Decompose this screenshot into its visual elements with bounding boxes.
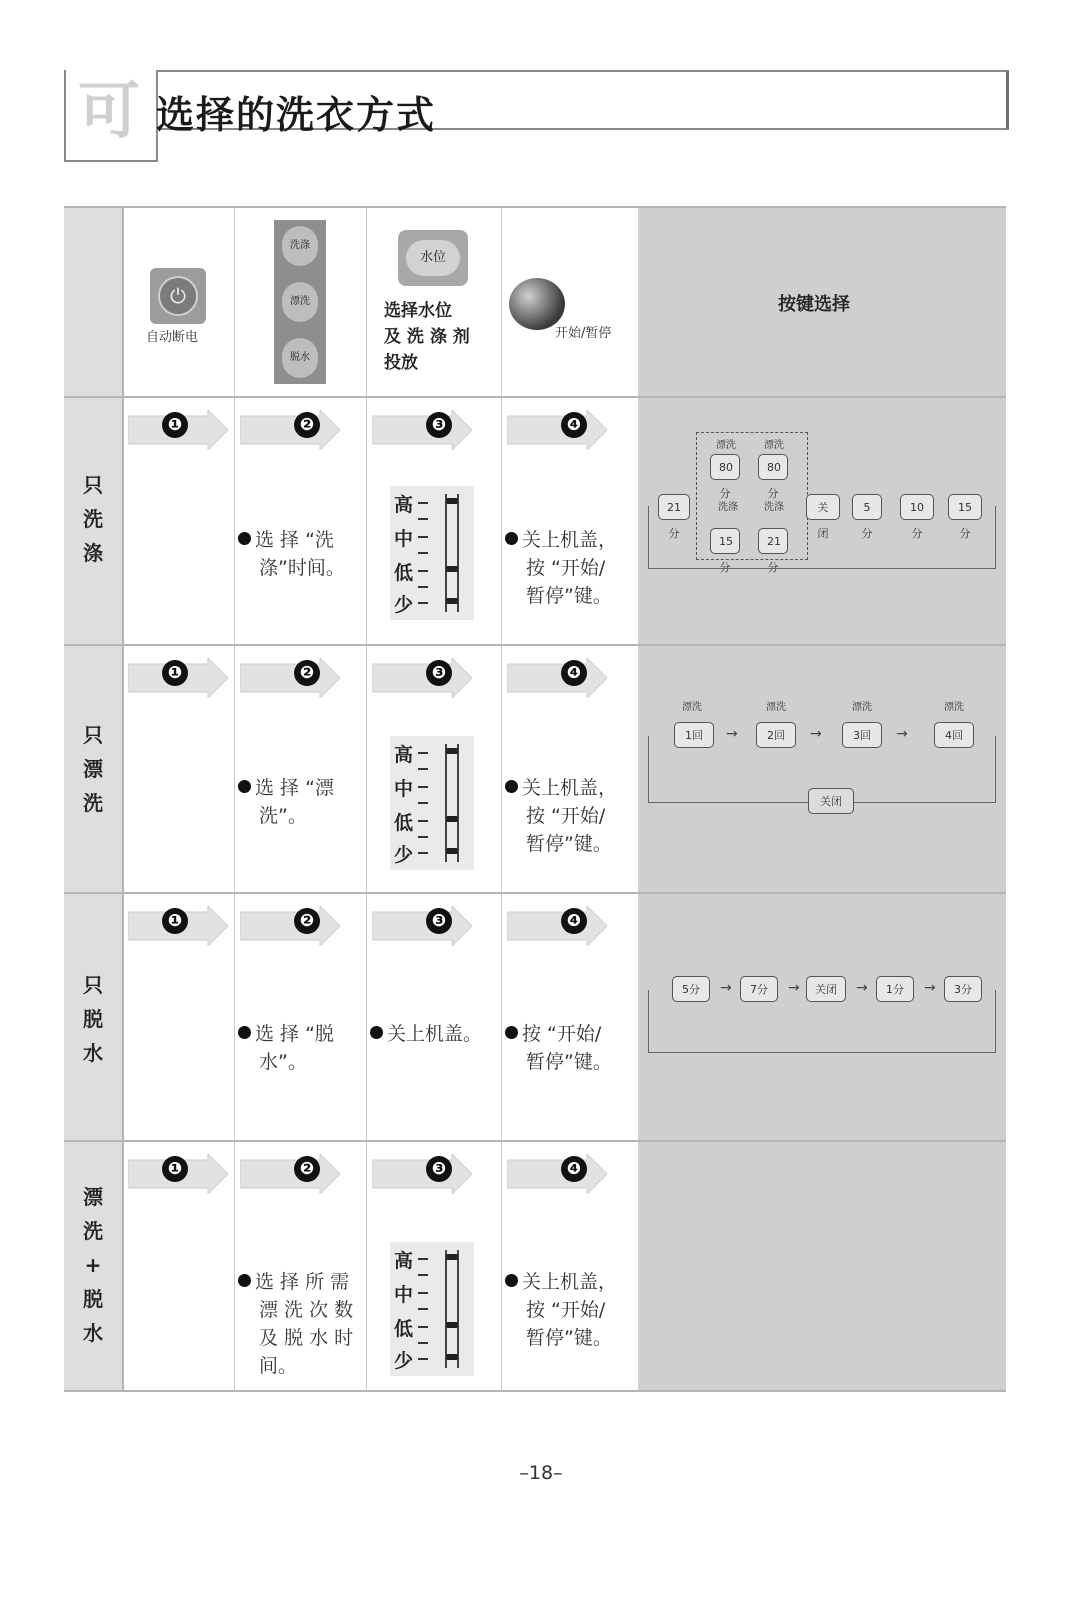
- wash-button-icon: 洗涤: [282, 226, 318, 266]
- flow-chip: 7分: [740, 976, 778, 1002]
- key-select-title: 按键选择: [778, 294, 850, 315]
- flow-chip: 关闭: [806, 494, 840, 520]
- program-buttons-cell: [234, 208, 367, 398]
- step2-cell: [234, 398, 367, 646]
- step-arrow-icon: [507, 906, 607, 946]
- flow-chip: 关闭: [806, 976, 846, 1002]
- instruction-text: 关上机盖， 按 “开始/ 暂停”键。: [505, 526, 617, 610]
- step1-cell: [122, 646, 235, 894]
- step-arrow-icon: [240, 658, 340, 698]
- water-level-gauge: 高 中 低 少: [390, 486, 474, 620]
- title-big-letter: 可: [78, 74, 141, 147]
- instruction-text: 按 “开始/ 暂停”键。: [505, 1020, 612, 1076]
- flow-chip: 3回: [842, 722, 882, 748]
- flow-chip: 15分: [948, 494, 982, 520]
- flow-chip: 15分: [710, 528, 740, 554]
- flow-chip: 21分: [658, 494, 690, 520]
- step2-cell: [234, 894, 367, 1142]
- flow-chip: 21分: [758, 528, 788, 554]
- power-button-icon: ⏻: [150, 268, 206, 324]
- spin-time-flow: 5分 → 7分 → 关闭 → 1分 → 3分: [638, 894, 1006, 1142]
- instruction-text: 关上机盖。: [370, 1020, 482, 1048]
- step-number: ❹: [561, 412, 587, 438]
- step-arrow-icon: [507, 1154, 607, 1194]
- step-arrow-icon: [372, 906, 472, 946]
- step4-cell: [501, 1142, 639, 1390]
- step2-cell: [234, 1142, 367, 1390]
- water-desc-3: 投放: [384, 353, 418, 373]
- step4-cell: [501, 398, 639, 646]
- row-rinse-spin: [64, 1140, 1006, 1392]
- step4-cell: [501, 646, 639, 894]
- flow-chip: 3分: [944, 976, 982, 1002]
- instruction-text: 选 择 “脱 水”。: [238, 1020, 334, 1076]
- step-number: ❶: [162, 1156, 188, 1182]
- step3-cell: [366, 894, 502, 1142]
- flow-chip: 2回: [756, 722, 796, 748]
- water-desc-1: 选择水位: [384, 301, 452, 321]
- instruction-text: 关上机盖， 按 “开始/ 暂停”键。: [505, 774, 617, 858]
- header-row: [64, 206, 1006, 398]
- start-pause-label: 开始/暂停: [555, 326, 612, 341]
- instruction-text: 选 择 “漂 洗”。: [238, 774, 334, 830]
- step-number: ❸: [426, 660, 452, 686]
- power-cell: [122, 208, 235, 398]
- step-arrow-icon: [240, 1154, 340, 1194]
- rinse-button-icon: 漂洗: [282, 282, 318, 322]
- row-wash-only: [64, 396, 1006, 646]
- row-label: 只 洗 涤: [64, 398, 124, 646]
- row-rinse-only: [64, 644, 1006, 894]
- step-number: ❷: [294, 908, 320, 934]
- flow-chip: 4回: [934, 722, 974, 748]
- step-number: ❸: [426, 908, 452, 934]
- power-label: 自动断电: [146, 330, 199, 345]
- step-number: ❹: [561, 908, 587, 934]
- flow-chip: 关闭: [808, 788, 854, 814]
- step-arrow-icon: [507, 658, 607, 698]
- water-level-gauge: 高 中 低 少: [390, 1242, 474, 1376]
- flow-chip: 1回: [674, 722, 714, 748]
- step-arrow-icon: [372, 410, 472, 450]
- flow-chip: 80分: [758, 454, 788, 480]
- flow-chip: 10分: [900, 494, 934, 520]
- instruction-text: 选 择 “洗 涤”时间。: [238, 526, 345, 582]
- instruction-text: 选 择 所 需 漂 洗 次 数 及 脱 水 时 间。: [238, 1268, 353, 1380]
- step1-cell: [122, 1142, 235, 1390]
- step-arrow-icon: [240, 410, 340, 450]
- flow-chip: 80分: [710, 454, 740, 480]
- wash-time-flow: 漂洗 漂洗 80分 80分 21分 洗涤 洗涤 关闭 5分 10分 15分 15分 21分: [638, 398, 1006, 646]
- wash-mode-table: [64, 206, 1006, 1390]
- step3-cell: [366, 1142, 502, 1390]
- water-level-cell: [366, 208, 502, 398]
- step-number: ❹: [561, 1156, 587, 1182]
- step4-cell: [501, 894, 639, 1142]
- step-arrow-icon: [372, 658, 472, 698]
- flow-chip: 5分: [852, 494, 882, 520]
- rinse-count-flow: 漂洗 漂洗 漂洗 漂洗 1回 → 2回 → 3回 → 4回 关闭: [638, 646, 1006, 894]
- step1-cell: [122, 398, 235, 646]
- water-desc-2: 及 洗 涤 剂: [384, 327, 470, 347]
- row-label: 只 漂 洗: [64, 646, 124, 894]
- water-level-button-icon: 水位: [398, 230, 468, 286]
- step-arrow-icon: [240, 906, 340, 946]
- step-number: ❷: [294, 412, 320, 438]
- step-number: ❸: [426, 412, 452, 438]
- program-button-panel: [274, 220, 326, 384]
- step-number: ❸: [426, 1156, 452, 1182]
- start-cell: [501, 208, 639, 398]
- row-label: 漂 洗 + 脱 水: [64, 1142, 124, 1390]
- step-number: ❶: [162, 660, 188, 686]
- spin-button-icon: 脱水: [282, 338, 318, 378]
- step-number: ❶: [162, 412, 188, 438]
- step-number: ❹: [561, 660, 587, 686]
- instruction-text: 关上机盖， 按 “开始/ 暂停”键。: [505, 1268, 617, 1352]
- page-number: –18–: [519, 1462, 563, 1484]
- step3-cell: [366, 398, 502, 646]
- header-label-cell: [64, 208, 124, 398]
- step-arrow-icon: [372, 1154, 472, 1194]
- row-label: 只 脱 水: [64, 894, 124, 1142]
- flow-chip: 5分: [672, 976, 710, 1002]
- step2-cell: [234, 646, 367, 894]
- step3-cell: [366, 646, 502, 894]
- step-number: ❶: [162, 908, 188, 934]
- step-number: ❷: [294, 1156, 320, 1182]
- flow-chip: 1分: [876, 976, 914, 1002]
- key-select-header: [638, 208, 1006, 398]
- step-arrow-icon: [507, 410, 607, 450]
- step-number: ❷: [294, 660, 320, 686]
- rinse-spin-panel: [638, 1142, 1006, 1390]
- step1-cell: [122, 894, 235, 1142]
- row-spin-only: [64, 892, 1006, 1142]
- page-title: 选择的洗衣方式: [156, 93, 437, 137]
- water-level-gauge: 高 中 低 少: [390, 736, 474, 870]
